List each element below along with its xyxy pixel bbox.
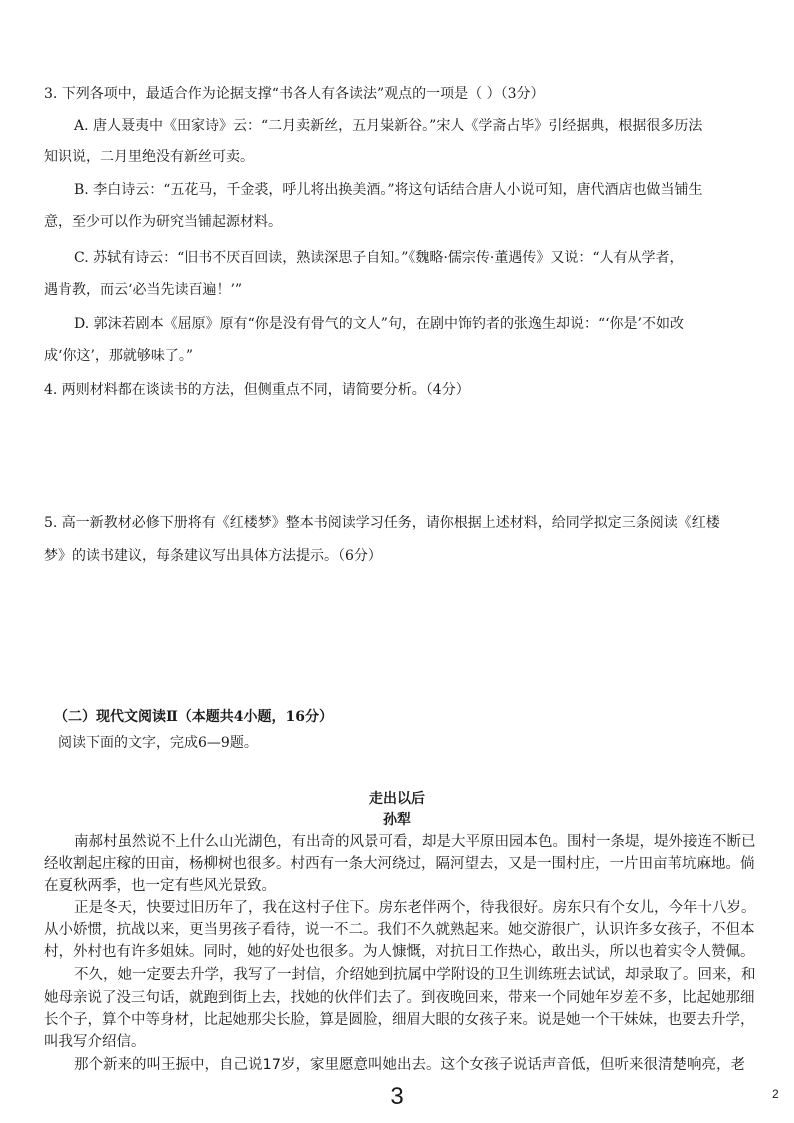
section-heading: （二）现代文阅读Ⅱ（本题共4小题，16分）: [54, 709, 334, 725]
article-line: 从小娇惯，抗战以来，更当男孩子看待，说一不二。我们不久就熟起来。她交游很广，认识许多女孩子，不但本: [44, 922, 755, 938]
question-5-line-2: 梦》的读书建议，每条建议写出具体方法提示。（6分）: [44, 548, 382, 564]
article-line: 村，外村也有许多姐妹。同时，她的好处也很多。为人慷慨，对抗日工作热心，敢出头，所以也着实令人赞佩。: [44, 944, 755, 960]
article-author: 孙犁: [383, 812, 411, 828]
option-d-line-1: D. 郭沫若剧本《屈原》原有“你是没有骨气的文人”句，在剧中饰钓者的张逸生却说：“‘你是’不如改: [74, 316, 684, 332]
article-line: 正是冬天，快要过旧历年了，我在这村子住下。房东老伴两个，待我很好。房东只有个女儿，今年十八岁。: [74, 900, 756, 916]
option-a-line-2: 知识说，二月里绝没有新丝可卖。: [44, 149, 254, 165]
question-3-stem: 3. 下列各项中，最适合作为论据支撑“书各人有各读法”观点的一项是（ ）（3分）: [44, 86, 545, 102]
option-c-line-2: 遇肯教，而云‘必当先读百遍！’”: [44, 282, 243, 298]
section-instruction: 阅读下面的文字，完成6—9题。: [58, 735, 258, 751]
page-number: 3: [390, 1083, 404, 1110]
article-line: 经收割起庄稼的田亩，杨柳树也很多。村西有一条大河绕过，隔河望去，又是一围村庄，一片田亩苇坑麻地。倘: [44, 856, 755, 872]
article-line: 南郝村虽然说不上什么山光湖色，有出奇的风景可看，却是大平原田园本色。围村一条堤，堤外接连不断已: [74, 834, 756, 850]
article-line: 那个新来的叫王振中，自己说17岁，家里愿意叫她出去。这个女孩子说话声音低，但听来很清楚响亮，老: [74, 1057, 745, 1073]
question-4: 4. 两则材料都在谈读书的方法，但侧重点不同，请简要分析。（4分）: [44, 382, 470, 398]
corner-page-number: 2: [772, 1087, 779, 1101]
article-line: 不久，她一定要去升学，我写了一封信，介绍她到抗属中学附设的卫生训练班去试试，却录取了。回来，和: [74, 967, 756, 983]
article-line: 长个子，算个中等身材，比起她那尖长脸，算是圆脸，细眉大眼的女孩子来。说是她一个干妹妹，也要去升学，: [44, 1012, 755, 1028]
option-d-line-2: 成‘你这’，那就够味了。”: [44, 348, 194, 364]
question-5-line-1: 5. 高一新教材必修下册将有《红楼梦》整本书阅读学习任务，请你根据上述材料，给同学拟定三条阅读《红楼: [44, 515, 720, 531]
option-c-line-1: C. 苏轼有诗云：“旧书不厌百回读，熟读深思子自知。”《魏略·儒宗传·董遇传》又说：“人有从学者，: [74, 250, 684, 266]
article-line: 叫我写介绍信。: [44, 1034, 146, 1050]
article-line: 她母亲说了没三句话，就跑到街上去，找她的伙伴们去了。到夜晚回来，带来一个同她年岁差不多，比起她那细: [44, 990, 755, 1006]
option-a-line-1: A. 唐人聂夷中《田家诗》云：“二月卖新丝，五月粜新谷。”宋人《学斋占毕》引经据典，根据很多历法: [74, 118, 703, 134]
article-title: 走出以后: [369, 791, 425, 807]
option-b-line-2: 意，至少可以作为研究当铺起源材料。: [44, 214, 282, 230]
article-line: 在夏秋两季，也一定有些风光景致。: [44, 878, 276, 894]
option-b-line-1: B. 李白诗云：“五花马，千金裘，呼儿将出换美酒。”将这句话结合唐人小说可知，唐代酒店也做当铺生: [74, 182, 703, 198]
